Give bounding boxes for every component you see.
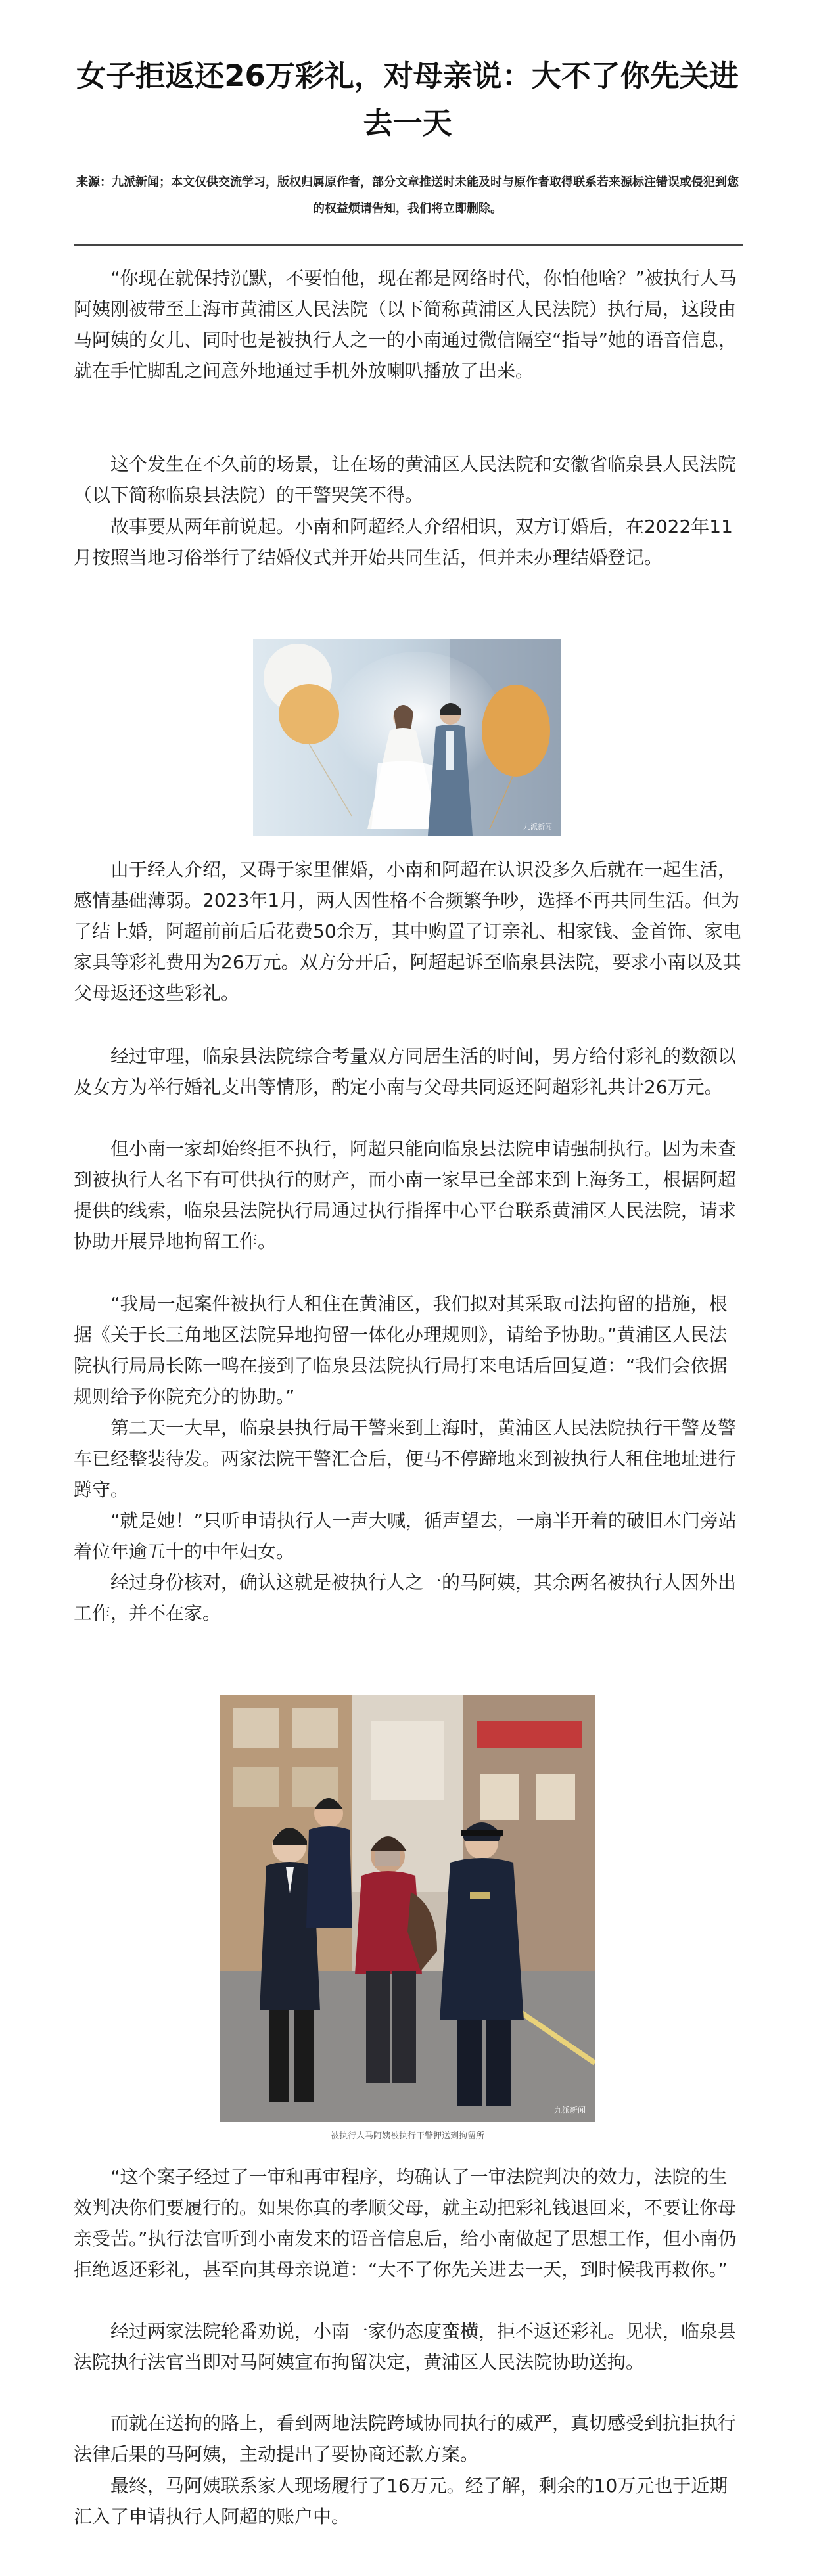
article-paragraph-5: 经过审理，临泉县法院综合考量双方同居生活的时间，男方给付彩礼的数额以及女方为举行婚礼支出等情形，酌定小南与父母共同返还阿超彩礼共计26万元。 bbox=[74, 1045, 737, 1098]
enforcement-photo-watermark: 九派新闻 bbox=[553, 2106, 586, 2115]
article-paragraph-14: 最终，马阿姨联系家人现场履行了16万元。经了解，剩余的10万元也于近期汇入了申请执行人阿超的账户中。 bbox=[74, 2475, 728, 2527]
article-paragraph-7: “我局一起案件被执行人租住在黄浦区，我们拟对其采取司法拘留的措施，根据《关于长三角地区法院异地拘留一体化办理规则》，请给予协助。”黄浦区人民法院执行局局长陈一鸣在接到了临泉县法院执行局打来电话后回复道：“我们会依据规则给予你院充分的协助。” bbox=[74, 1293, 728, 1407]
article-title: 女子拒返还26万彩礼，对母亲说：大不了你先关进去一天 bbox=[76, 58, 739, 141]
wedding-photo-illustration bbox=[253, 639, 561, 836]
article-paragraph-10: 经过身份核对，确认这就是被执行人之一的马阿姨，其余两名被执行人因外出工作，并不在家。 bbox=[74, 1571, 737, 1624]
article-paragraph-13: 而就在送拘的路上，看到两地法院跨域协同执行的威严，真切感受到抗拒执行法律后果的马阿姨，主动提出了要协商还款方案。 bbox=[74, 2412, 737, 2465]
article-paragraph-8: 第二天一大早，临泉县执行局干警来到上海时，黄浦区人民法院执行干警及警车已经整装待发。两家法院干警汇合后，便马不停蹄地来到被执行人租住地址进行蹲守。 bbox=[74, 1417, 737, 1501]
article-paragraph-12: 经过两家法院轮番劝说，小南一家仍态度蛮横，拒不返还彩礼。见状，临泉县法院执行法官当即对马阿姨宣布拘留决定，黄浦区人民法院协助送拘。 bbox=[74, 2320, 737, 2373]
article-paragraph-11: “这个案子经过了一审和再审程序，均确认了一审法院判决的效力，法院的生效判决你们要履行的。如果你真的孝顺父母，就主动把彩礼钱退回来，不要让你母亲受苦。”执行法官听到小南发来的语音信息后，给小南做起了思想工作，但小南仍拒绝返还彩礼，甚至向其母亲说道：“大不了你先关进去一天，到时候我再救你。” bbox=[74, 2166, 737, 2280]
divider-line bbox=[74, 244, 743, 246]
article-paragraph-1: “你现在就保持沉默，不要怕他，现在都是网络时代，你怕他啥？”被执行人马阿姨刚被带至上海市黄浦区人民法院（以下简称黄浦区人民法院）执行局，这段由马阿姨的女儿、同时也是被执行人之一的小南通过微信隔空“指导”她的语音信息，就在手忙脚乱之间意外地通过手机外放喇叭播放了出来。 bbox=[74, 267, 737, 382]
article-paragraph-6: 但小南一家却始终拒不执行，阿超只能向临泉县法院申请强制执行。因为未查到被执行人名下有可供执行的财产，而小南一家早已全部来到上海务工，根据阿超提供的线索，临泉县法院执行局通过执行指挥中心平台联系黄浦区人民法院，请求协助开展异地拘留工作。 bbox=[74, 1138, 737, 1252]
article-paragraph-9: “就是她！”只听申请执行人一声大喊，循声望去，一扇半开着的破旧木门旁站着位年逾五十的中年妇女。 bbox=[74, 1510, 737, 1562]
article-paragraph-2: 这个发生在不久前的场景，让在场的黄浦区人民法院和安徽省临泉县人民法院（以下简称临泉县法院）的干警哭笑不得。 bbox=[74, 453, 737, 506]
source-notice: 来源：九派新闻；本文仅供交流学习，版权归属原作者，部分文章推送时未能及时与原作者取得联系若来源标注错误或侵犯到您的权益烦请告知，我们将立即删除。 bbox=[76, 175, 739, 215]
wedding-photo bbox=[253, 639, 561, 836]
enforcement-photo bbox=[220, 1695, 595, 2122]
article-paragraph-3: 故事要从两年前说起。小南和阿超经人介绍相识，双方订婚后，在2022年11月按照当地习俗举行了结婚仪式并开始共同生活，但并未办理结婚登记。 bbox=[74, 516, 733, 568]
wedding-photo-watermark: 九派新闻 bbox=[523, 823, 552, 831]
enforcement-photo-illustration bbox=[220, 1695, 595, 2122]
photo-caption: 被执行人马阿姨被执行干警押送到拘留所 bbox=[330, 2131, 484, 2141]
article-paragraph-4: 由于经人介绍，又碍于家里催婚，小南和阿超在认识没多久后就在一起生活，感情基础薄弱。2023年1月，两人因性格不合频繁争吵，选择不再共同生活。但为了结上婚，阿超前前后后花费50余万，其中购置了订亲礼、相家钱、金首饰、家电家具等彩礼费用为26万元。双方分开后，阿超起诉至临泉县法院，要求小南以及其父母返还这些彩礼。 bbox=[74, 859, 741, 1004]
